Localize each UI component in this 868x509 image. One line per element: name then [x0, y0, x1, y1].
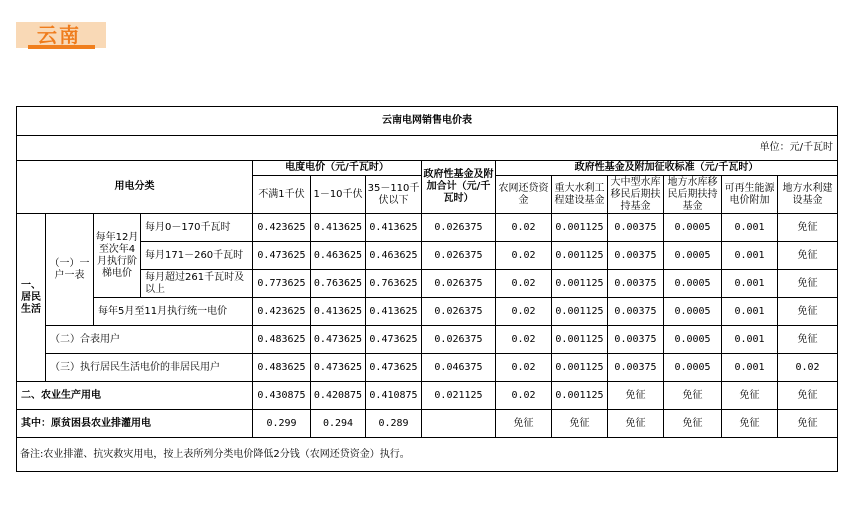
table-cell: 0.294 [311, 410, 366, 438]
fund-col-header: 地方水库移民后期扶持基金 [664, 176, 722, 214]
table-cell: 0.001125 [552, 242, 608, 270]
table-cell: 0.001125 [552, 354, 608, 382]
table-cell: 免征 [608, 382, 664, 410]
table-cell: 免征 [778, 382, 838, 410]
table-cell: 免征 [664, 382, 722, 410]
table-cell: 0.02 [496, 214, 552, 242]
table-cell: 0.026375 [422, 270, 496, 298]
table-cell: 0.001125 [552, 298, 608, 326]
table-cell: 0.413625 [311, 214, 366, 242]
table-cell: 0.0005 [664, 298, 722, 326]
table-cell: 0.00375 [608, 214, 664, 242]
table-note: 备注:农业排灌、抗灾救灾用电，按上表所列分类电价降低2分钱（农网还贷资金）执行。 [17, 438, 838, 472]
region-badge-label: 云南 [37, 23, 81, 47]
fund-total-header: 政府性基金及附加合计（元/千瓦时） [422, 161, 496, 214]
table-cell: 免征 [778, 298, 838, 326]
table-cell: 0.001 [722, 270, 778, 298]
uniform-price-label: 每年5月至11月执行统一电价 [94, 298, 253, 326]
table-cell: 0.02 [778, 354, 838, 382]
table-cell: 0.463625 [311, 242, 366, 270]
table-cell: 0.0005 [664, 326, 722, 354]
price-col-header: 35－110千伏以下 [366, 176, 422, 214]
table-cell: 0.410875 [366, 382, 422, 410]
price-table [16, 106, 838, 472]
agriculture-label: 二、农业生产用电 [17, 382, 253, 410]
table-cell: 0.001 [722, 326, 778, 354]
table-cell: 0.001 [722, 298, 778, 326]
table-cell: 0.289 [366, 410, 422, 438]
table-cell: 0.473625 [253, 242, 311, 270]
single-household-label: （一）一户一表 [46, 214, 94, 326]
price-col-header: 1－10千伏 [311, 176, 366, 214]
table-cell: 0.021125 [422, 382, 496, 410]
table-cell: 0.00375 [608, 270, 664, 298]
table-cell: 0.001125 [552, 214, 608, 242]
table-cell: 0.02 [496, 326, 552, 354]
table-cell: 0.299 [253, 410, 311, 438]
shared-meter-label: （二）合表用户 [46, 326, 253, 354]
table-cell: 0.473625 [366, 354, 422, 382]
non-resident-label: （三）执行居民生活电价的非居民用户 [46, 354, 253, 382]
table-cell: 0.00375 [608, 354, 664, 382]
price-col-header: 不满1千伏 [253, 176, 311, 214]
table-cell: 0.026375 [422, 214, 496, 242]
table-cell: 0.413625 [366, 214, 422, 242]
table-cell: 0.02 [496, 270, 552, 298]
table-cell: 0.423625 [253, 214, 311, 242]
table-cell: 0.473625 [311, 354, 366, 382]
table-cell: 0.02 [496, 242, 552, 270]
table-cell: 0.483625 [253, 326, 311, 354]
table-cell: 0.001125 [552, 326, 608, 354]
fund-col-header: 可再生能源电价附加 [722, 176, 778, 214]
table-cell: 免征 [608, 410, 664, 438]
table-cell: 0.026375 [422, 242, 496, 270]
table-cell: 0.001 [722, 354, 778, 382]
table-cell: 免征 [664, 410, 722, 438]
table-cell: 0.026375 [422, 298, 496, 326]
table-cell: 免征 [778, 410, 838, 438]
table-cell: 0.420875 [311, 382, 366, 410]
table-cell: 免征 [722, 382, 778, 410]
fund-col-header: 重大水利工程建设基金 [552, 176, 608, 214]
price-group-header: 电度电价（元/千瓦时） [253, 161, 422, 176]
table-cell: 0.423625 [253, 298, 311, 326]
table-cell [422, 410, 496, 438]
table-cell: 0.463625 [366, 242, 422, 270]
table-cell: 0.413625 [366, 298, 422, 326]
table-cell: 免征 [778, 242, 838, 270]
table-cell: 0.02 [496, 354, 552, 382]
table-cell: 免征 [778, 326, 838, 354]
table-cell: 0.02 [496, 382, 552, 410]
fund-col-header: 大中型水库移民后期扶持基金 [608, 176, 664, 214]
table-cell: 0.763625 [366, 270, 422, 298]
table-cell: 0.001125 [552, 270, 608, 298]
table-cell: 0.430875 [253, 382, 311, 410]
table-cell: 0.473625 [311, 326, 366, 354]
table-cell: 0.001125 [552, 382, 608, 410]
fund-col-header: 农网还贷资金 [496, 176, 552, 214]
table-cell: 0.773625 [253, 270, 311, 298]
table-cell: 0.001 [722, 214, 778, 242]
table-cell: 0.02 [496, 298, 552, 326]
residential-label: 一、居民生活 [17, 214, 46, 382]
table-cell: 0.763625 [311, 270, 366, 298]
tiered-period-label: 每年12月至次年4月执行阶梯电价 [94, 214, 141, 298]
table-cell: 0.00375 [608, 326, 664, 354]
table-cell: 免征 [552, 410, 608, 438]
table-cell: 免征 [778, 270, 838, 298]
table-cell: 0.00375 [608, 242, 664, 270]
tier-label: 每月0－170千瓦时 [141, 214, 253, 242]
table-title: 云南电网销售电价表 [17, 107, 838, 136]
table-cell: 0.413625 [311, 298, 366, 326]
table-cell: 0.0005 [664, 242, 722, 270]
table-cell: 0.00375 [608, 298, 664, 326]
table-cell: 0.483625 [253, 354, 311, 382]
table-cell: 0.046375 [422, 354, 496, 382]
table-cell: 0.0005 [664, 214, 722, 242]
tier-label: 每月超过261千瓦时及以上 [141, 270, 253, 298]
poor-county-label: 其中：原贫困县农业排灌用电 [17, 410, 253, 438]
fund-col-header: 地方水利建设基金 [778, 176, 838, 214]
table-cell: 0.026375 [422, 326, 496, 354]
table-cell: 0.001 [722, 242, 778, 270]
category-header: 用电分类 [17, 161, 253, 214]
fund-group-header: 政府性基金及附加征收标准（元/千瓦时） [496, 161, 838, 176]
table-cell: 免征 [778, 214, 838, 242]
table-cell: 免征 [722, 410, 778, 438]
tier-label: 每月171－260千瓦时 [141, 242, 253, 270]
table-cell: 0.0005 [664, 354, 722, 382]
table-cell: 免征 [496, 410, 552, 438]
unit-label: 单位：元/千瓦时 [17, 136, 838, 161]
table-cell: 0.0005 [664, 270, 722, 298]
table-cell: 0.473625 [366, 326, 422, 354]
